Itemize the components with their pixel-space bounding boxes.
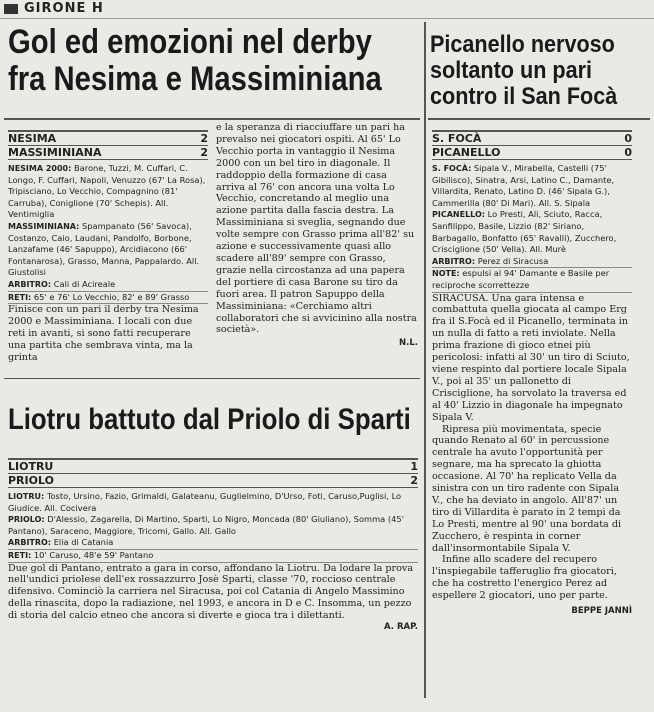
article1-signature: N.L. <box>399 338 418 349</box>
goals-text: 65' e 76' Lo Vecchio, 82' e 89' Grasso <box>33 291 190 302</box>
article2-body-p2: Ripresa più movimentata, specie quando Renato al 60' in percussione centrale ha avuto l'opportunità per segnare, ma ha sprecato la ghiotta occasione. Al 70' ha replicato Vella da sinistra con un tiro radente con Sipala V., che ha deviato in angolo. All'87' un tiro di Villardita è parato in 2 tempi da Lo Presti, mentre al 90' una bordata di Zucchero, è respinta in corner dall'insormontabile Sipala V. <box>432 423 622 554</box>
article1-headline <box>8 23 382 98</box>
team-score: 0 <box>624 146 632 159</box>
article2-headline-line3: contro il San Focà <box>430 83 618 110</box>
note-label: NOTE: <box>432 269 460 279</box>
lineup-text: Spampanato (56' Savoca), Costanzo, Caio, Laudani, Pandolfo, Borbone, Lanzafame (46' Sapuppo), Arcidiacono (66' Fontanarosa), Grasso, Manna, Pappalardo. All. Giustolisi <box>8 220 200 278</box>
article3-headline: Liotru battuto dal Priolo di Sparti <box>8 403 411 436</box>
scoreline-home <box>8 130 208 146</box>
headline-rule-right <box>428 118 650 120</box>
referee-name: Elia di Catania <box>53 537 114 548</box>
article2-body-p1: SIRACUSA. Una gara intensa e combattuta quella giocata al campo Erg fra il S.Focà ed il Picanello, terminata in un nulla di fatto a reti inviolate. Nella prima frazione di gioco etnei più pericolosi: infatti al 30' un tiro di Sciuto, viene respinto dal portiere locale Sipala V., poi al 35' un pallonetto di Crisciglione, ha sorvolato la traversa ed al 40' Lizzio in diagonale ha impegnato Sipala V. <box>432 292 630 423</box>
article2-headline-line2: soltanto un pari <box>430 57 592 84</box>
goals-line <box>8 550 418 563</box>
column-divider <box>424 22 426 698</box>
goals-text: 10' Caruso, 48'e 59' Pantano <box>33 549 154 560</box>
team-name: NESIMA <box>8 132 57 145</box>
article-separator <box>4 378 420 379</box>
article2-headline <box>430 32 628 110</box>
lineup-label: NESIMA 2000: <box>8 164 72 173</box>
team-score: 2 <box>410 474 418 487</box>
goals-label: RETI: <box>8 292 32 302</box>
note-text: espulsi al 94' Damante e Basile per reciproche scorrettezze <box>432 268 610 290</box>
scoreline-away <box>432 146 632 160</box>
article1-info-column <box>8 130 208 364</box>
lineup-text: Sipala V., Mirabella, Castelli (75' Gibilisco), Sinatra, Arsi, Latino C., Damante, Villardita, Renato, Latino D. (46' Sipala G.), Cammerilla (80' Di Mari). All. S. Sipala <box>432 163 615 208</box>
lineup-label: PICANELLO: <box>432 210 485 220</box>
lineup-text: Lo Presti, Ali, Sciuto, Racca, Sanfilippo, Basile, Lizzio (82' Siriano, Barbagallo, Bonfatto (65' Ravalli), Zucchero, Crisciglione (50' Vella). All. Murè <box>432 209 617 255</box>
section-header <box>0 0 654 19</box>
lineup-label: PRIOLO: <box>8 515 45 525</box>
goals-label: RETI: <box>8 550 32 560</box>
referee-line <box>8 537 418 550</box>
lineup-home <box>432 163 632 209</box>
article1-headline-line1: Gol ed emozioni nel derby <box>8 23 372 61</box>
article3-signature: A. RAP. <box>384 622 418 633</box>
scoreline-home <box>432 130 632 146</box>
team-score: 1 <box>410 460 418 473</box>
referee-line <box>432 256 632 269</box>
section-marker <box>4 4 18 14</box>
lineup-home <box>8 163 208 221</box>
article1-body-column <box>216 122 418 350</box>
article2-body-p3: Infine allo scadere del recupero l'inspiegabile tafferuglio fra giocatori, che ha costretto l'energico Perez ad espellere 2 giocatori, uno per parte. <box>432 554 617 602</box>
scoreline-home <box>8 458 418 474</box>
referee-line <box>8 279 208 292</box>
team-name: MASSIMINIANA <box>8 146 102 159</box>
referee-label: ARBITRO: <box>8 538 52 548</box>
article1-body-p1: Finisce con un pari il derby tra Nesima 2000 e Massiminiana. I locali con due reti in avanti, si sono fatti recuperare una partita che sembrava vinta, ma la grinta <box>8 304 199 363</box>
article2-signature: BEPPE JANNÌ <box>571 606 632 617</box>
referee-name: Cali di Acireale <box>53 278 116 289</box>
goals-line <box>8 292 208 305</box>
lineup-label: MASSIMINIANA: <box>8 221 80 231</box>
lineup-label: LIOTRU: <box>8 492 45 501</box>
referee-label: ARBITRO: <box>8 279 52 289</box>
team-score: 2 <box>200 146 208 159</box>
article2-column <box>432 130 632 618</box>
referee-label: ARBITRO: <box>432 256 476 266</box>
article3-body: Due gol di Pantano, entrato a gara in corso, affondano la Liotru. Da lodare la prova nell'undici priolese dell'ex rossazzurro Josè Sparti, classe '70, roccioso centrale difensivo. Cominciò la carriera nel Siracusa, poi col Catania di Angelo Massimino della rinascita, dopo la radiazione, nel 1993, e ancora in D e C. Insomma, un pezzo di storia del calcio etneo che ancora si diverte e gioca tra i dilettanti. <box>8 562 414 622</box>
lineup-text: Barone, Tuzzi, M. Cuffari, C. Longo, F. Cuffari, Napoli, Venuzzo (67' La Rosa), Tripisciano, Lo Vecchio, Compagnino (81' Carruba), Coniglione (70' Schepis). All. Ventimiglia <box>8 163 206 220</box>
section-title: GIRONE H <box>24 1 104 16</box>
team-name: S. FOCÀ <box>432 132 482 145</box>
team-score: 0 <box>624 132 632 145</box>
lineup-away <box>8 514 418 537</box>
lineup-home <box>8 491 418 514</box>
lineup-text: Tosto, Ursino, Fazio, Grimaldi, Galateanu, Guglielmino, D'Urso, Foti, Caruso,Puglisi, Lo Giudice. All. Cocivera <box>8 491 402 513</box>
lineup-away <box>432 209 632 255</box>
article1-body-p2: e la speranza di riacciuffare un pari ha prevalso nei giocatori ospiti. Al 65' Lo Vecchio porta in vantaggio il Nesima 2000 con un bel tiro in diagonale. Il raddoppio della formazione di casa arriva al 76' con ancora una volta Lo Vecchio, concretando al meglio una azione partita dalla fascia destra. La Massiminiana si sveglia, segnando due volte sempre con Grasso prima all'82' su azione e successivamente quasi allo scadere all'89' sempre con Grasso, grazie nella circostanza ad una papera del portiere di casa Barone su tiro da fuori area. Il patron Sapuppo della Massiminiana: «Cerchiamo altri collaboratori che si avvicinino alla nostra società». <box>216 122 417 336</box>
article1-headline-line2: fra Nesima e Massiminiana <box>8 60 382 98</box>
lineup-label: S. FOCÀ: <box>432 164 472 173</box>
team-name: LIOTRU <box>8 460 54 473</box>
note-line <box>432 268 632 292</box>
team-name: PICANELLO <box>432 146 501 159</box>
headline-rule-left <box>4 118 420 120</box>
referee-name: Perez di Siracusa <box>477 255 549 266</box>
scoreline-away <box>8 146 208 160</box>
scoreline-away <box>8 474 418 488</box>
article2-headline-line1: Picanello nervoso <box>430 31 615 58</box>
article3-column <box>8 458 418 634</box>
lineup-away <box>8 221 208 279</box>
lineup-text: D'Alessio, Zagarella, Di Martino, Sparti, Lo Nigro, Moncada (80' Giuliano), Somma (45' Pantano), Saraceno, Maggiore, Tricomi, Gallo. All. Gallo <box>8 514 404 536</box>
team-score: 2 <box>200 132 208 145</box>
team-name: PRIOLO <box>8 474 54 487</box>
